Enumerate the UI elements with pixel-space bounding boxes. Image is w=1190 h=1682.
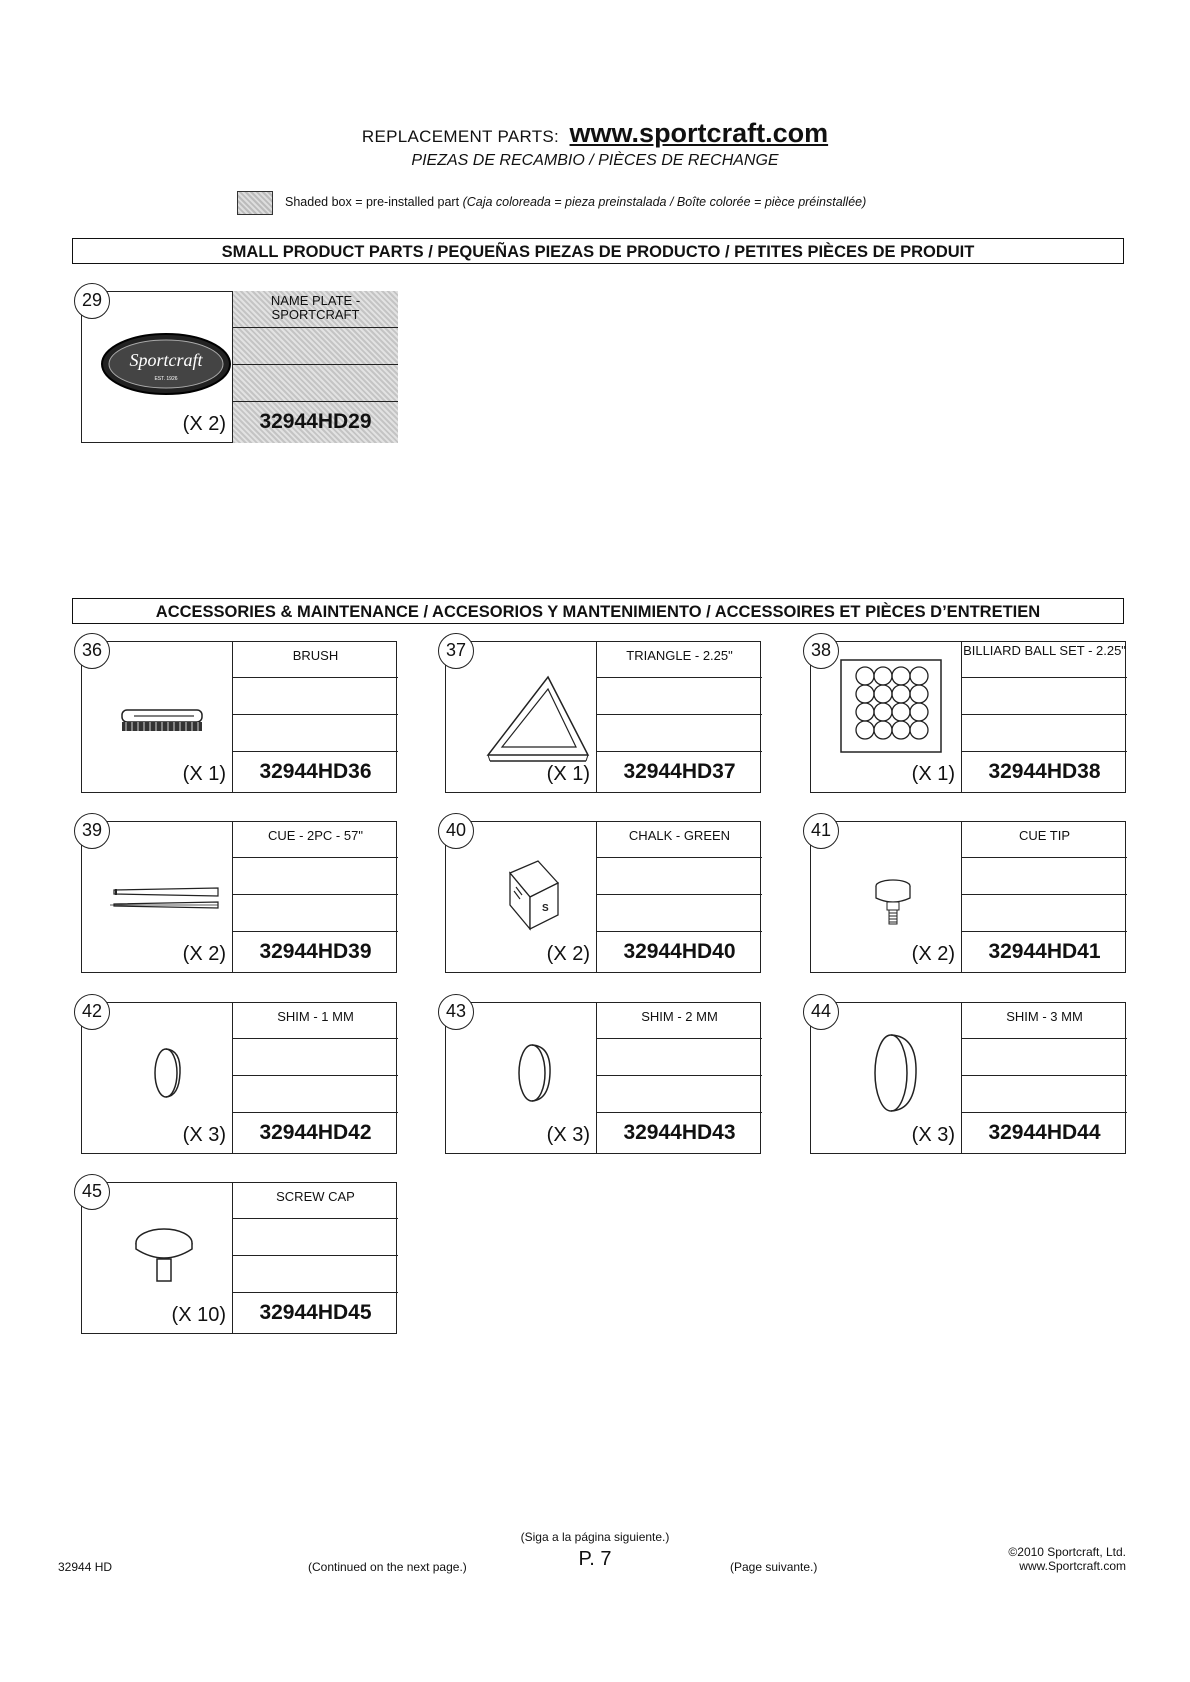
part-number-circle: 39 <box>74 813 110 849</box>
legend-es-fr: (Caja coloreada = pieza preinstalada / Boîte colorée = pièce préinstallée) <box>462 195 867 209</box>
chalk-cube-icon <box>458 848 598 938</box>
quantity: (X 2) <box>182 943 226 965</box>
part-number-circle: 44 <box>803 994 839 1030</box>
quantity: (X 1) <box>911 763 955 785</box>
part-name: BILLIARD BALL SET - 2.25" <box>962 641 1127 678</box>
part-card <box>81 1182 397 1334</box>
svg-text:S: S <box>542 903 549 914</box>
blank-row <box>962 715 1127 752</box>
part-name: NAME PLATE - SPORTCRAFT <box>233 291 398 328</box>
blank-row <box>962 1076 1127 1113</box>
blank-row <box>233 328 398 365</box>
quantity: (X 2) <box>182 413 226 435</box>
legend-text <box>285 195 866 209</box>
part-card <box>81 1002 397 1154</box>
legend-en: Shaded box = pre-installed part <box>285 195 460 209</box>
part-name: SCREW CAP <box>233 1182 398 1219</box>
blank-row <box>233 1256 398 1293</box>
continued-fr: (Page suivante.) <box>730 1560 818 1574</box>
blank-row <box>233 678 398 715</box>
replacement-parts-label: REPLACEMENT PARTS: <box>361 127 560 146</box>
part-card <box>445 1002 761 1154</box>
blank-row <box>233 365 398 402</box>
shaded-legend-swatch <box>237 191 273 215</box>
blank-row <box>597 715 762 752</box>
part-code: 32944HD41 <box>988 940 1101 963</box>
blank-row <box>597 678 762 715</box>
blank-row <box>597 1039 762 1076</box>
screw-cap-icon <box>94 1213 234 1293</box>
part-code: 32944HD43 <box>623 1121 736 1144</box>
part-number-circle: 41 <box>803 813 839 849</box>
model-number: 32944 HD <box>58 1560 113 1574</box>
part-info <box>596 1002 762 1154</box>
part-number-circle: 42 <box>74 994 110 1030</box>
part-card <box>810 821 1126 973</box>
blank-row <box>597 858 762 895</box>
part-info <box>232 641 398 793</box>
quantity: (X 3) <box>182 1124 226 1146</box>
shim-icon <box>823 1025 963 1121</box>
part-number-circle: 38 <box>803 633 839 669</box>
part-name: BRUSH <box>233 641 398 678</box>
part-info <box>232 1182 398 1334</box>
part-number-circle: 43 <box>438 994 474 1030</box>
part-card <box>810 1002 1126 1154</box>
blank-row <box>962 895 1127 932</box>
quantity: (X 2) <box>911 943 955 965</box>
section-accessories: ACCESSORIES & MAINTENANCE / ACCESORIOS Y MANTENIMIENTO / ACCESSOIRES ET PIÈCES D’ENTRETIEN <box>72 598 1124 624</box>
part-info <box>961 821 1127 973</box>
blank-row <box>233 1219 398 1256</box>
part-card <box>445 641 761 793</box>
part-name: CUE - 2PC - 57" <box>233 821 398 858</box>
blank-row <box>233 1039 398 1076</box>
part-number-circle: 40 <box>438 813 474 849</box>
part-card <box>810 641 1126 793</box>
quantity: (X 1) <box>546 763 590 785</box>
quantity: (X 2) <box>546 943 590 965</box>
part-info <box>961 1002 1127 1154</box>
shim-icon <box>94 1033 234 1113</box>
page-subtitle: PIEZAS DE RECAMBIO / PIÈCES DE RECHANGE <box>411 152 779 169</box>
part-code: 32944HD42 <box>259 1121 372 1144</box>
quantity: (X 1) <box>182 763 226 785</box>
continued-es: (Siga a la página siguiente.) <box>520 1530 670 1544</box>
part-code: 32944HD38 <box>988 760 1101 783</box>
quantity: (X 10) <box>171 1304 226 1326</box>
section-small-parts: SMALL PRODUCT PARTS / PEQUEÑAS PIEZAS DE PRODUCTO / PETITES PIÈCES DE PRODUIT <box>72 238 1124 264</box>
part-number-circle: 45 <box>74 1174 110 1210</box>
brush-icon <box>94 672 234 752</box>
part-info <box>232 291 398 443</box>
footer-website[interactable]: www.Sportcraft.com <box>1019 1559 1126 1573</box>
blank-row <box>597 1076 762 1113</box>
page-number: P. 7 <box>578 1548 612 1570</box>
part-code: 32944HD29 <box>259 410 372 433</box>
blank-row <box>233 858 398 895</box>
part-info <box>596 641 762 793</box>
blank-row <box>233 895 398 932</box>
blank-row <box>597 895 762 932</box>
blank-row <box>233 715 398 752</box>
blank-row <box>962 1039 1127 1076</box>
part-name: TRIANGLE - 2.25" <box>597 641 762 678</box>
part-number-circle: 36 <box>74 633 110 669</box>
part-code: 32944HD37 <box>623 760 736 783</box>
part-name: CUE TIP <box>962 821 1127 858</box>
part-card <box>445 821 761 973</box>
name-plate-image <box>94 322 234 402</box>
part-code: 32944HD45 <box>259 1301 372 1324</box>
part-card <box>81 821 397 973</box>
copyright: ©2010 Sportcraft, Ltd. <box>1008 1545 1126 1559</box>
part-code: 32944HD40 <box>623 940 736 963</box>
part-code: 32944HD39 <box>259 940 372 963</box>
shim-icon <box>458 1033 598 1113</box>
blank-row <box>962 678 1127 715</box>
part-number-circle: 29 <box>74 283 110 319</box>
part-info <box>596 821 762 973</box>
part-name: SHIM - 3 MM <box>962 1002 1127 1039</box>
part-code: 32944HD36 <box>259 760 372 783</box>
continued-en: (Continued on the next page.) <box>308 1560 467 1574</box>
part-info <box>232 821 398 973</box>
part-card <box>81 641 397 793</box>
blank-row <box>233 1076 398 1113</box>
part-name: SHIM - 1 MM <box>233 1002 398 1039</box>
website-link[interactable]: www.sportcraft.com <box>569 118 829 148</box>
part-name: CHALK - GREEN <box>597 821 762 858</box>
part-name: SHIM - 2 MM <box>597 1002 762 1039</box>
quantity: (X 3) <box>546 1124 590 1146</box>
cue-tip-icon <box>823 852 963 932</box>
part-card <box>81 291 397 443</box>
cue-icon <box>94 852 234 932</box>
part-number-circle: 37 <box>438 633 474 669</box>
blank-row <box>962 858 1127 895</box>
logo-subtext: EST. 1926 <box>154 376 178 382</box>
quantity: (X 3) <box>911 1124 955 1146</box>
page-title <box>0 118 1190 149</box>
part-info <box>961 641 1127 793</box>
billiard-ball-set-icon <box>831 656 971 756</box>
part-info <box>232 1002 398 1154</box>
logo-text: Sportcraft <box>129 350 203 370</box>
triangle-rack-icon <box>458 668 598 762</box>
part-code: 32944HD44 <box>988 1121 1101 1144</box>
